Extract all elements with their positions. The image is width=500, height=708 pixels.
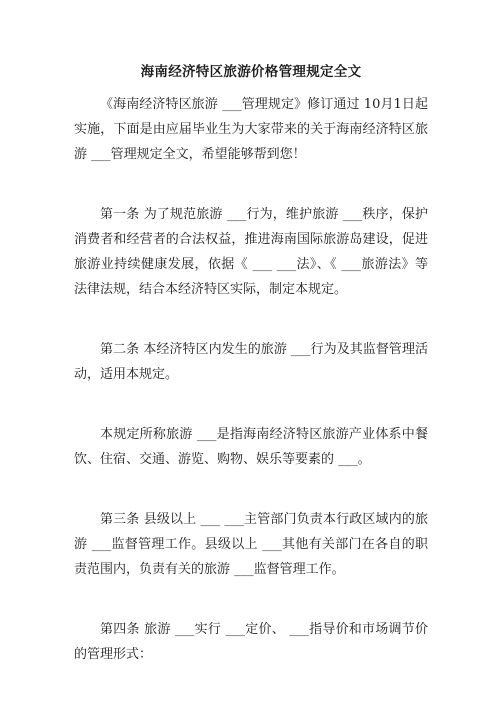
article-2-paragraph: 第二条 本经济特区内发生的旅游 ___行为及其监督管理活动，适用本规定。	[74, 342, 428, 382]
definition-paragraph: 本规定所称旅游 ___是指海南经济特区旅游产业体系中餐饮、住宿、交通、游览、购物、娱乐等要素的 ___。	[74, 427, 428, 467]
intro-paragraph: 《海南经济特区旅游 ___管理规定》修订通过 10月1日起实施，下面是由应届毕业生为大家带来的关于海南经济特区旅游 ___管理规定全文，希望能够帮到您！	[74, 97, 428, 162]
article-4-paragraph: 第四条 旅游 ___实行 ___定价、 ___指导价和市场调节价的管理形式：	[74, 622, 428, 662]
article-3-paragraph: 第三条 县级以上 ___ ___主管部门负责本行政区域内的旅游 ___监督管理工作。县级以上 ___其他有关部门在各自的职责范围内，负责有关的旅游 ___监督管理工作。	[74, 512, 428, 577]
document-title: 海南经济特区旅游价格管理规定全文	[140, 64, 362, 80]
article-1-paragraph: 第一条 为了规范旅游 ___行为，维护旅游 ___秩序，保护消费者和经营者的合法权益，推进海南国际旅游岛建设，促进旅游业持续健康发展，依据《 ___ ___法》、《 ___旅游法》等法律法规，结合本经济特区实际，制定本规定。	[74, 207, 428, 297]
